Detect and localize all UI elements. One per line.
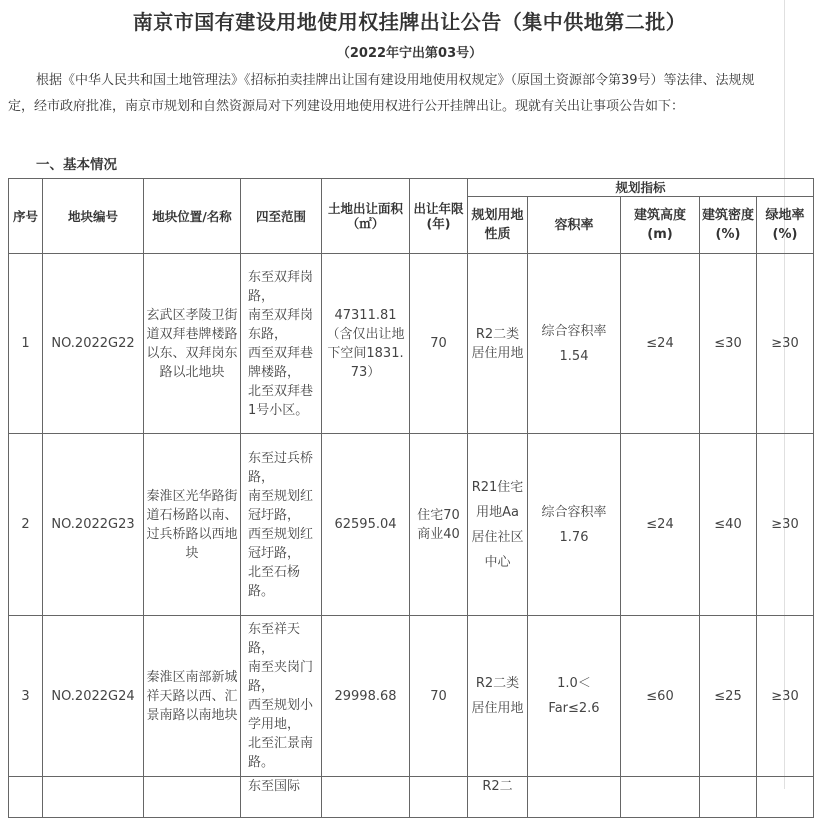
cell-green: ≥30 <box>757 434 814 616</box>
bound-north: 北至石杨路。 <box>248 564 301 599</box>
intro-paragraph: 根据《中华人民共和国土地管理法》《招标拍卖挂牌出让国有建设用地使用权规定》（原国土资源部令第39号）等法律、法规规定，经市政府批准，南京市规划和自然资源局对下列建设用地使用权进行公开挂牌出让。现就有关出让事项公告如下： <box>8 73 755 114</box>
cell-land-use: R21住宅用地Aa居住社区中心 <box>468 434 528 616</box>
bound-west: 西至规划红冠圩路， <box>248 526 314 561</box>
cell-area <box>322 616 410 777</box>
cell-far <box>528 254 621 434</box>
cell-land-use: R2二类居住用地 <box>468 616 528 777</box>
page-title: 南京市国有建设用地使用权挂牌出让公告（集中供地第二批） <box>132 10 687 34</box>
cell-bounds <box>241 616 322 777</box>
cell-location: 秦淮区南部新城祥天路以西、汇景南路以南地块 <box>144 616 241 777</box>
cell-density: ≤25 <box>700 616 757 777</box>
bound-north: 北至双拜巷1号小区。 <box>248 383 314 418</box>
far-label: 综合容积率 <box>541 504 607 520</box>
term-value: 70 <box>430 688 447 704</box>
header-location: 地块位置/名称 <box>144 179 241 254</box>
cell-area <box>322 777 410 818</box>
bound-east: 东至国际 <box>248 779 301 794</box>
cell-bounds <box>241 777 322 818</box>
cell-bounds <box>241 434 322 616</box>
bound-west: 西至规划小学用地， <box>248 698 314 732</box>
cell-far <box>528 777 621 818</box>
header-land-use: 规划用地性质 <box>468 197 528 254</box>
cell-seq: 2 <box>9 434 43 616</box>
term-value: 70 <box>430 336 447 351</box>
header-area: 土地出让面积（㎡） <box>322 179 410 254</box>
far-value: 1.54 <box>559 348 589 364</box>
header-density: 建筑密度(%) <box>700 197 757 254</box>
cell-green: ≥30 <box>757 616 814 777</box>
term-commercial: 商业40 <box>417 526 460 542</box>
header-height: 建筑高度(m) <box>621 197 700 254</box>
cell-density: ≤40 <box>700 434 757 616</box>
header-far: 容积率 <box>528 197 621 254</box>
cell-height: ≤24 <box>621 434 700 616</box>
table-row <box>9 777 814 818</box>
bound-east: 东至双拜岗路， <box>248 269 314 304</box>
cell-parcel-no: NO.2022G24 <box>43 616 144 777</box>
cell-land-use: R2二 <box>468 777 528 818</box>
cell-seq: 1 <box>9 254 43 434</box>
cell-term <box>410 254 468 434</box>
header-bounds: 四至范围 <box>241 179 322 254</box>
cell-green <box>757 777 814 818</box>
area-value: 29998.68 <box>334 688 397 704</box>
bound-south: 南至规划红冠圩路， <box>248 488 314 523</box>
far-value: 1.76 <box>559 529 589 545</box>
cell-land-use: R2二类居住用地 <box>468 254 528 434</box>
cell-area <box>322 434 410 616</box>
cell-term <box>410 777 468 818</box>
header-parcel-no: 地块编号 <box>43 179 144 254</box>
cell-density <box>700 777 757 818</box>
cell-seq <box>9 777 43 818</box>
bound-south: 南至双拜岗东路， <box>248 307 314 342</box>
area-note: （含仅出让地下空间1831.73） <box>326 326 405 380</box>
far-upper: Far≤2.6 <box>548 701 600 716</box>
header-planning-group: 规划指标 <box>468 179 814 197</box>
section-title: 一、基本情况 <box>36 157 117 173</box>
cell-height: ≤24 <box>621 254 700 434</box>
table-row <box>9 254 814 434</box>
bound-west: 西至双拜巷牌楼路， <box>248 345 314 380</box>
cell-height: ≤60 <box>621 616 700 777</box>
bound-north: 北至汇景南路。 <box>248 736 314 770</box>
term-residential: 住宅70 <box>417 507 460 523</box>
cell-parcel-no <box>43 777 144 818</box>
far-lower: 1.0＜ <box>557 676 591 691</box>
table-row <box>9 434 814 616</box>
bound-south: 南至夹岗门路， <box>248 660 314 694</box>
cell-area <box>322 254 410 434</box>
cell-bounds <box>241 254 322 434</box>
header-seq: 序号 <box>9 179 43 254</box>
bound-east: 东至祥天路， <box>248 622 301 656</box>
cell-height <box>621 777 700 818</box>
cell-location: 玄武区孝陵卫街道双拜巷牌楼路以东、双拜岗东路以北地块 <box>144 254 241 434</box>
cell-parcel-no: NO.2022G23 <box>43 434 144 616</box>
table-row <box>9 616 814 777</box>
cell-location: 秦淮区光华路街道石杨路以南、过兵桥路以西地块 <box>144 434 241 616</box>
cell-green: ≥30 <box>757 254 814 434</box>
header-green: 绿地率(%) <box>757 197 814 254</box>
header-term: 出让年限(年) <box>410 179 468 254</box>
cell-seq: 3 <box>9 616 43 777</box>
area-value: 47311.81 <box>334 307 397 323</box>
cell-term <box>410 434 468 616</box>
cell-far <box>528 434 621 616</box>
land-parcel-table <box>8 178 814 818</box>
announcement-number: （2022年宁出第03号） <box>336 46 483 61</box>
far-label: 综合容积率 <box>541 323 607 339</box>
cell-parcel-no: NO.2022G22 <box>43 254 144 434</box>
cell-location <box>144 777 241 818</box>
bound-east: 东至过兵桥路， <box>248 450 314 485</box>
area-value: 62595.04 <box>334 517 397 532</box>
cell-term <box>410 616 468 777</box>
cell-far <box>528 616 621 777</box>
cell-density: ≤30 <box>700 254 757 434</box>
